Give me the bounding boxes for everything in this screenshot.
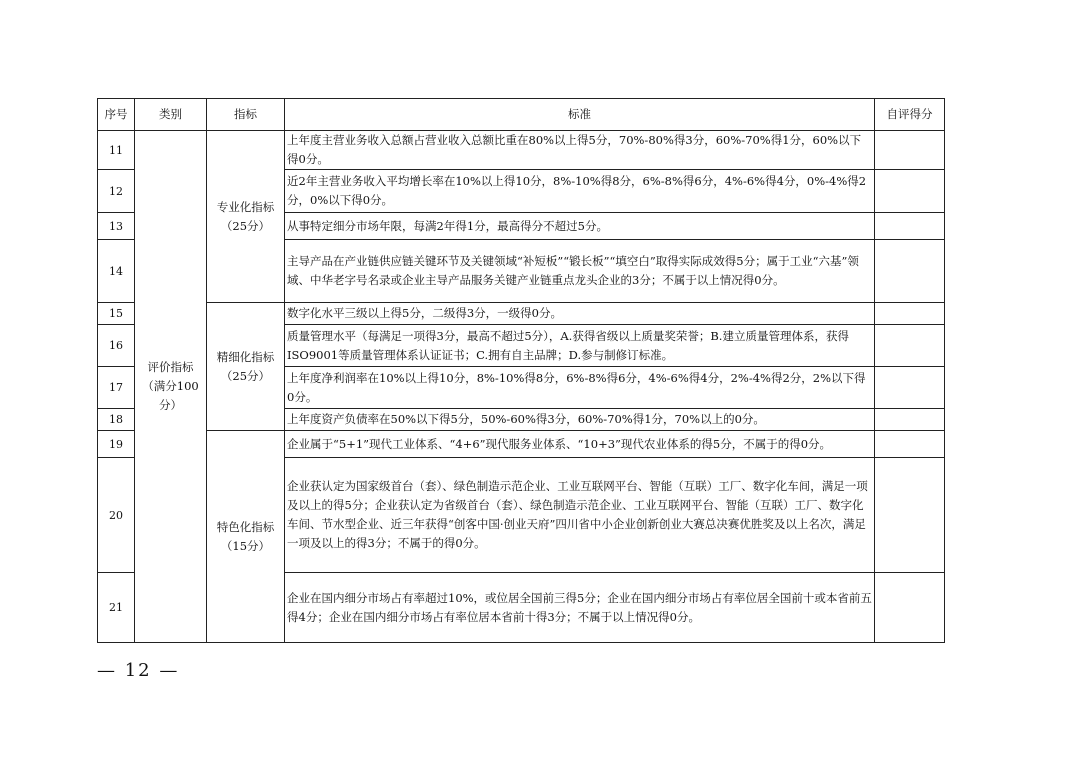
header-standard: 标准	[285, 99, 875, 131]
row-number: 15	[98, 303, 135, 325]
self-score-cell[interactable]	[875, 170, 945, 213]
standard-text: 质量管理水平（每满足一项得3分，最高不超过5分），A.获得省级以上质量奖荣誉；B.建立质量管理体系，获得ISO9001等质量管理体系认证证书；C.拥有自主品牌；D.参与制修订标准。	[285, 325, 875, 367]
standard-text: 主导产品在产业链供应链关键环节及关键领域“补短板”“锻长板”“填空白”取得实际成效得5分；属于工业“六基”领域、中华老字号名录或企业主导产品服务关键产业链重点龙头企业的3分；不属于以上情况得0分。	[285, 240, 875, 303]
row-number: 11	[98, 131, 135, 170]
standard-text: 近2年主营业务收入平均增长率在10%以上得10分，8%-10%得8分，6%-8%得6分，4%-6%得4分，0%-4%得2分，0%以下得0分。	[285, 170, 875, 213]
self-score-cell[interactable]	[875, 431, 945, 458]
table-row	[98, 431, 945, 458]
self-score-cell[interactable]	[875, 213, 945, 240]
header-category: 类别	[135, 99, 207, 131]
self-score-cell[interactable]	[875, 303, 945, 325]
indicator-refined: 精细化指标（25分）	[207, 303, 285, 431]
row-number: 19	[98, 431, 135, 458]
self-score-cell[interactable]	[875, 458, 945, 573]
self-score-cell[interactable]	[875, 325, 945, 367]
row-number: 18	[98, 409, 135, 431]
self-score-cell[interactable]	[875, 240, 945, 303]
standard-text: 数字化水平三级以上得5分，二级得3分，一级得0分。	[285, 303, 875, 325]
standard-text: 上年度净利润率在10%以上得10分，8%-10%得8分，6%-8%得6分，4%-6%得4分，2%-4%得2分，2%以下得0分。	[285, 367, 875, 409]
standard-text: 上年度主营业务收入总额占营业收入总额比重在80%以上得5分，70%-80%得3分，60%-70%得1分，60%以下得0分。	[285, 131, 875, 170]
standard-text: 企业获认定为国家级首台（套）、绿色制造示范企业、工业互联网平台、智能（互联）工厂、数字化车间，满足一项及以上的得5分；企业获认定为省级首台（套）、绿色制造示范企业、工业互联网平台、智能（互联）工厂、数字化车间、节水型企业、近三年获得“创客中国·创业天府”四川省中小企业创新创业大赛总决赛优胜奖及以上名次，满足一项及以上的得3分；不属于的得0分。	[285, 458, 875, 573]
row-number: 14	[98, 240, 135, 303]
table-row	[98, 303, 945, 325]
self-score-cell[interactable]	[875, 367, 945, 409]
standard-text: 从事特定细分市场年限，每满2年得1分，最高得分不超过5分。	[285, 213, 875, 240]
indicator-featured: 特色化指标（15分）	[207, 431, 285, 643]
table-header-row	[98, 99, 945, 131]
page-number: — 12 —	[97, 660, 180, 681]
self-score-cell[interactable]	[875, 409, 945, 431]
scoring-table	[97, 98, 945, 643]
row-number: 21	[98, 573, 135, 643]
category-cell: 评价指标（满分100分）	[135, 131, 207, 643]
self-score-cell[interactable]	[875, 131, 945, 170]
row-number: 16	[98, 325, 135, 367]
self-score-cell[interactable]	[875, 573, 945, 643]
header-seq: 序号	[98, 99, 135, 131]
header-self-score: 自评得分	[875, 99, 945, 131]
row-number: 20	[98, 458, 135, 573]
standard-text: 企业在国内细分市场占有率超过10%，或位居全国前三得5分；企业在国内细分市场占有率位居全国前十或本省前五得4分；企业在国内细分市场占有率位居本省前十得3分；不属于以上情况得0分。	[285, 573, 875, 643]
row-number: 12	[98, 170, 135, 213]
standard-text: 上年度资产负债率在50%以下得5分，50%-60%得3分，60%-70%得1分，70%以上的0分。	[285, 409, 875, 431]
row-number: 13	[98, 213, 135, 240]
indicator-specialized: 专业化指标（25分）	[207, 131, 285, 303]
table-row	[98, 131, 945, 170]
header-indicator: 指标	[207, 99, 285, 131]
standard-text: 企业属于“5+1”现代工业体系、“4+6”现代服务业体系、“10+3”现代农业体系的得5分，不属于的得0分。	[285, 431, 875, 458]
row-number: 17	[98, 367, 135, 409]
